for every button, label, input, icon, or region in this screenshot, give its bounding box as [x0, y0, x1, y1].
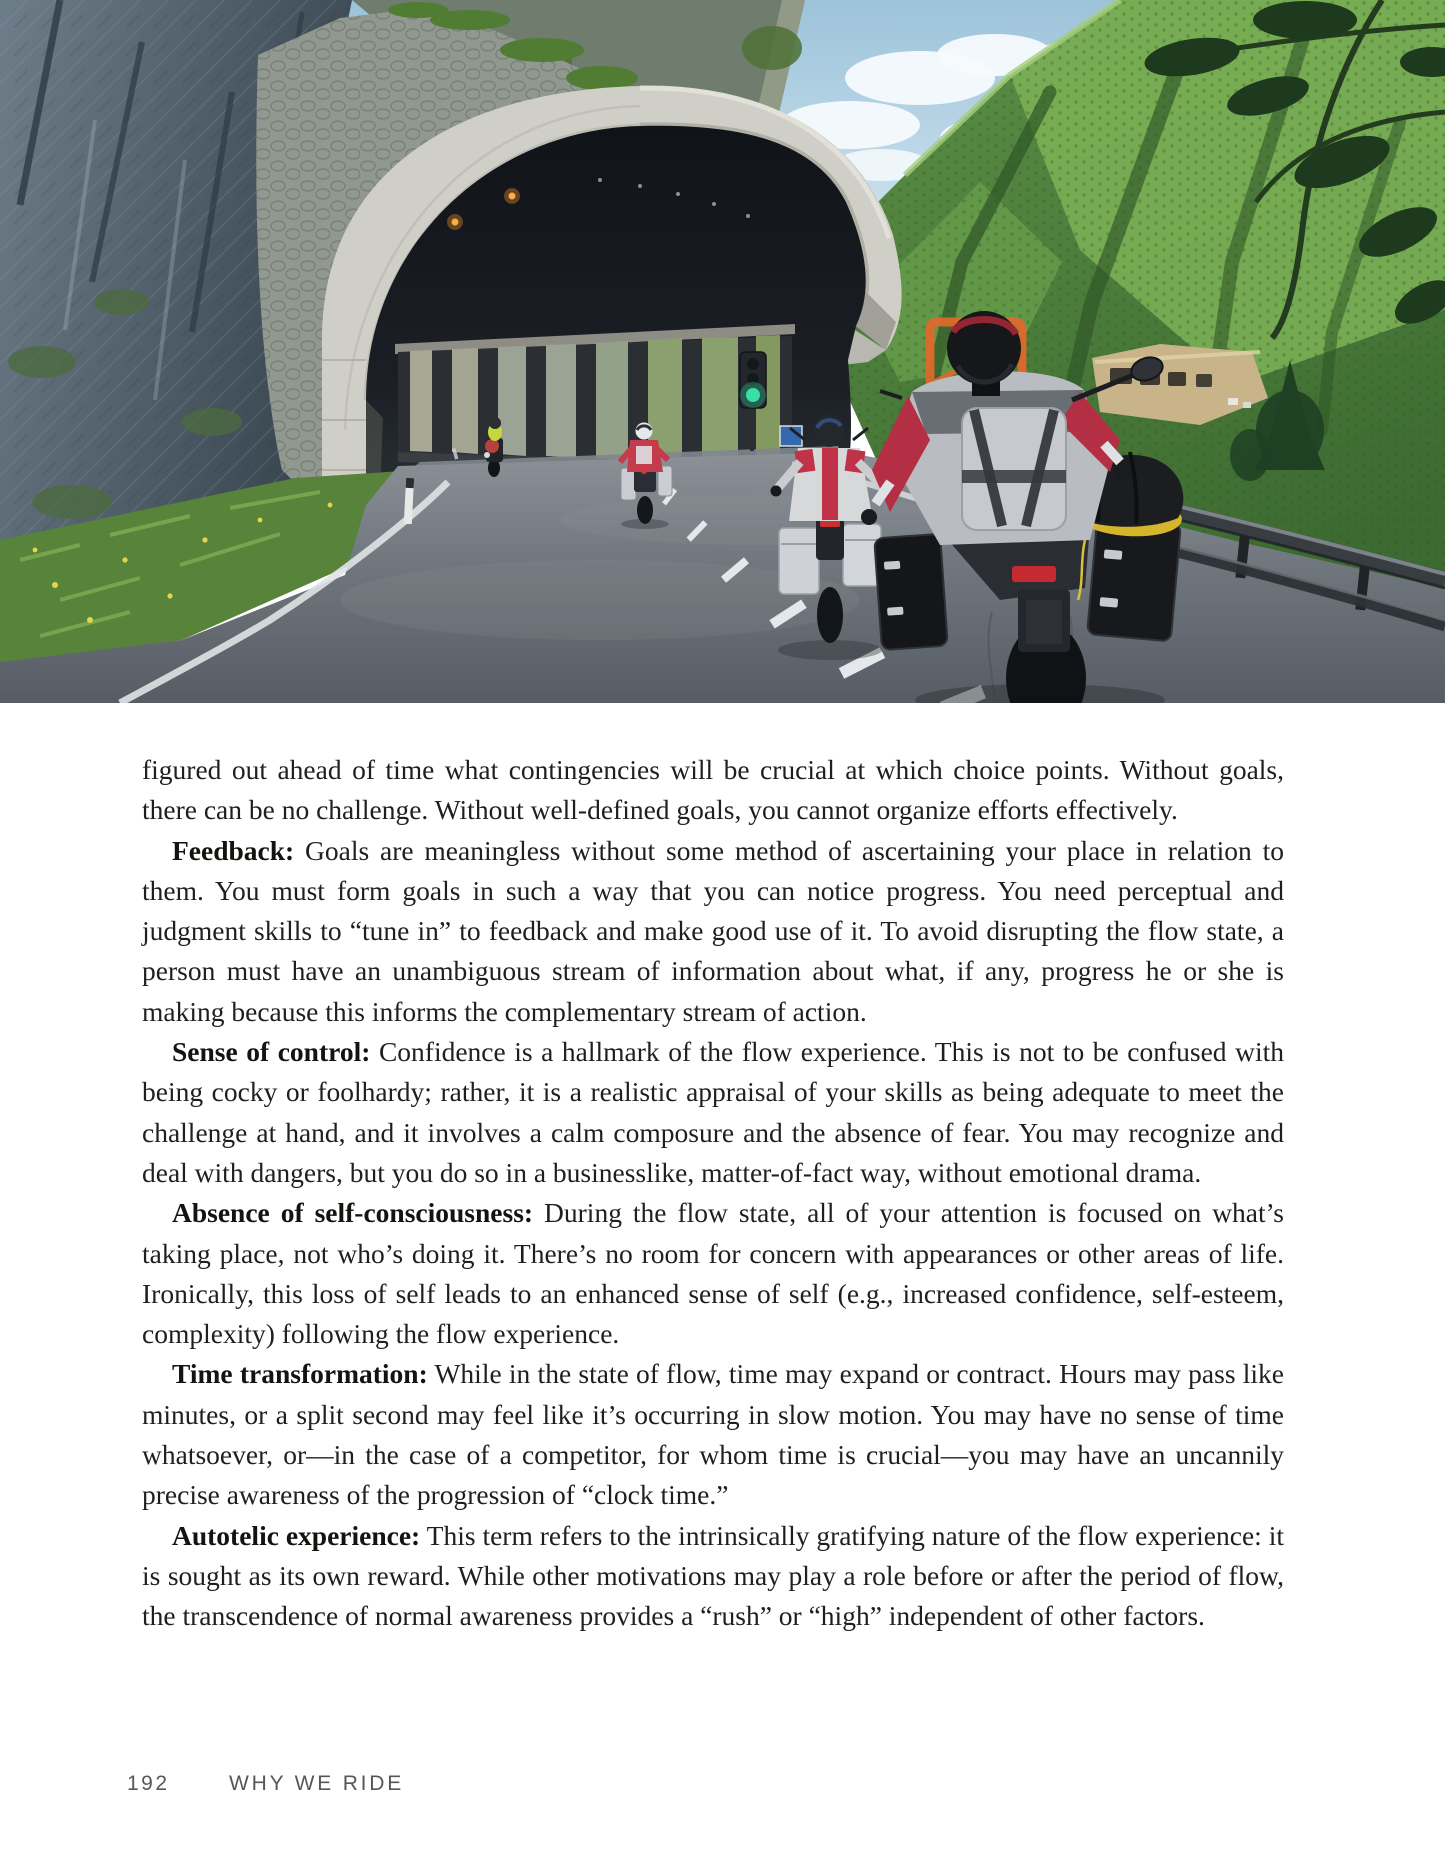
paragraph-lead: Sense of control: — [172, 1036, 371, 1068]
green-light — [746, 388, 760, 402]
page-number: 192 — [127, 1772, 170, 1795]
paragraph-text: figured out ahead of time what contingencies will be crucial at which choice points. Without goals, there can be no challenge. Without well-defined goals, you cannot organize efforts effectively. — [142, 754, 1284, 826]
paragraph-autotelic-experience — [142, 1516, 1284, 1637]
paragraph-sense-of-control — [142, 1032, 1284, 1193]
paragraph-text: This term refers to the intrinsically gratifying nature of the flow experience: it is sought as its own reward. While other motivations may play a role before or after the period of flow, the transcendence of normal awareness provides a “rush” or “high” independent of other factors. — [142, 1519, 1284, 1632]
paragraph-text: Confidence is a hallmark of the flow experience. This is not to be confused with being cocky or foolhardy; rather, it is a realistic appraisal of your skills as being adequate to meet the challenge at hand, and it involves a calm composure and the absence of fear. You may recognize and deal with dangers, but you do so in a businesslike, matter-of-fact way, without emotional drama. — [142, 1036, 1284, 1188]
paragraph-text: Goals are meaningless without some method of ascertaining your place in relation to them. You must form goals in such a way that you can notice progress. You need perceptual and judgment skills to “tune in” to feedback and make good use of it. To avoid disrupting the flow state, a person must have an unambiguous stream of information about what, if any, progress he or she is making because this informs the complementary stream of action. — [142, 834, 1284, 1027]
page-footer — [0, 1772, 1445, 1812]
paragraph-lead: Autotelic experience: — [172, 1519, 421, 1551]
paragraph-time-transformation — [142, 1354, 1284, 1515]
body-text — [142, 750, 1284, 1637]
paragraph-lead: Absence of self-consciousness: — [172, 1197, 534, 1229]
cover-photo — [0, 0, 1445, 703]
paragraph-continuation — [142, 750, 1284, 831]
paragraph-text: During the flow state, all of your attention is focused on what’s taking place, not who’s doing it. There’s no room for concern with appearances or other areas of life. Ironically, this loss of self leads to an enhanced sense of self (e.g., increased confidence, self-esteem, complexity) following the flow experience. — [142, 1197, 1284, 1350]
paragraph-lead: Feedback: — [172, 834, 295, 866]
paragraph-absence-of-self-consciousness — [142, 1193, 1284, 1354]
paragraph-text: While in the state of flow, time may expand or contract. Hours may pass like minutes, or a split second may feel like it’s occurring in slow motion. You may have no sense of time whatsoever, or—in the case of a competitor, for whom time is crucial—you may have an uncannily precise awareness of the progression of “clock time.” — [142, 1358, 1284, 1511]
paragraph-feedback — [142, 831, 1284, 1032]
paragraph-lead: Time transformation: — [172, 1358, 428, 1390]
running-head: WHY WE RIDE — [229, 1772, 405, 1795]
